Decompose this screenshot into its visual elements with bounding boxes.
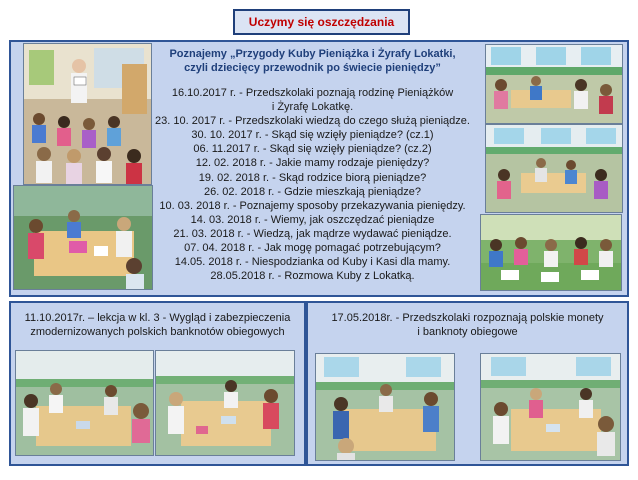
schedule-item: 26. 02. 2018 r. - Gdzie mieszkają pieniądze?: [203, 185, 422, 198]
left-caption-line1: 11.10.2017r. – lekcja w kl. 3 - Wygląd i zabezpieczenia: [24, 312, 291, 324]
right-panel-caption: [312, 311, 623, 339]
photo-coins-1: [315, 353, 455, 461]
schedule-item: i Żyrafę Lokatkę.: [271, 101, 354, 114]
photo-table-game: [13, 185, 153, 290]
photo-banknotes-1: [15, 350, 154, 456]
schedule-item: 23. 10. 2017 r. - Przedszkolaki wiedzą do czego służą pieniądze.: [155, 115, 470, 128]
schedule-item: 28.05.2018 r. - Rozmowa Kuby z Lokatką.: [210, 270, 415, 283]
left-panel-caption: [14, 311, 301, 339]
schedule-item: 06. 11.2017 r. - Skąd się wzięły pieniądze? (cz.2): [193, 143, 432, 156]
page-title: Uczymy się oszczędzania: [233, 9, 410, 35]
schedule-item: 14. 03. 2018 r. - Wiemy, jak oszczędzać pieniądze: [190, 213, 435, 226]
main-heading: [150, 47, 475, 75]
photo-storytime: [23, 43, 152, 185]
left-caption-line2: zmodernizowanych polskich banknotów obiegowych: [30, 326, 285, 338]
photo-classroom-2: [485, 124, 623, 213]
schedule-item: 30. 10. 2017 r. - Skąd się wzięły pieniądze? (cz.1): [191, 129, 434, 142]
schedule-item: 10. 03. 2018 r. - Poznajemy sposoby przekazywania pieniędzy.: [159, 199, 466, 212]
schedule-item: 14.05. 2018 r. - Niespodzianka od Kuby i Kasi dla mamy.: [174, 256, 451, 269]
schedule-item: 16.10.2017 r. - Przedszkolaki poznają rodzinę Pieniążków: [171, 87, 454, 99]
lesson-schedule: [145, 86, 480, 283]
right-caption-line2: i banknoty obiegowe: [417, 326, 518, 338]
photo-coins-2: [480, 353, 621, 461]
schedule-item: 21. 03. 2018 r. - Wiedzą, jak mądrze wydawać pieniądze.: [173, 227, 452, 240]
photo-banknotes-2: [155, 350, 295, 456]
schedule-item: 07. 04. 2018 r. - Jak mogę pomagać potrzebującym?: [184, 242, 441, 255]
schedule-item: 12. 02. 2018 r. - Jakie mamy rodzaje pieniędzy?: [195, 157, 430, 170]
photo-classroom-1: [485, 44, 623, 124]
main-heading-line1: Poznajemy „Przygody Kuby Pieniążka i Żyrafy Lokatki,: [169, 48, 456, 60]
main-heading-line2: czyli dziecięcy przewodnik po świecie pieniędzy”: [184, 62, 441, 74]
photo-floor-cards: [480, 214, 622, 291]
schedule-item: 19. 02. 2018 r. - Skąd rodzice biorą pieniądze?: [198, 171, 427, 184]
right-caption-line1: 17.05.2018r. - Przedszkolaki rozpoznają polskie monety: [331, 312, 604, 324]
